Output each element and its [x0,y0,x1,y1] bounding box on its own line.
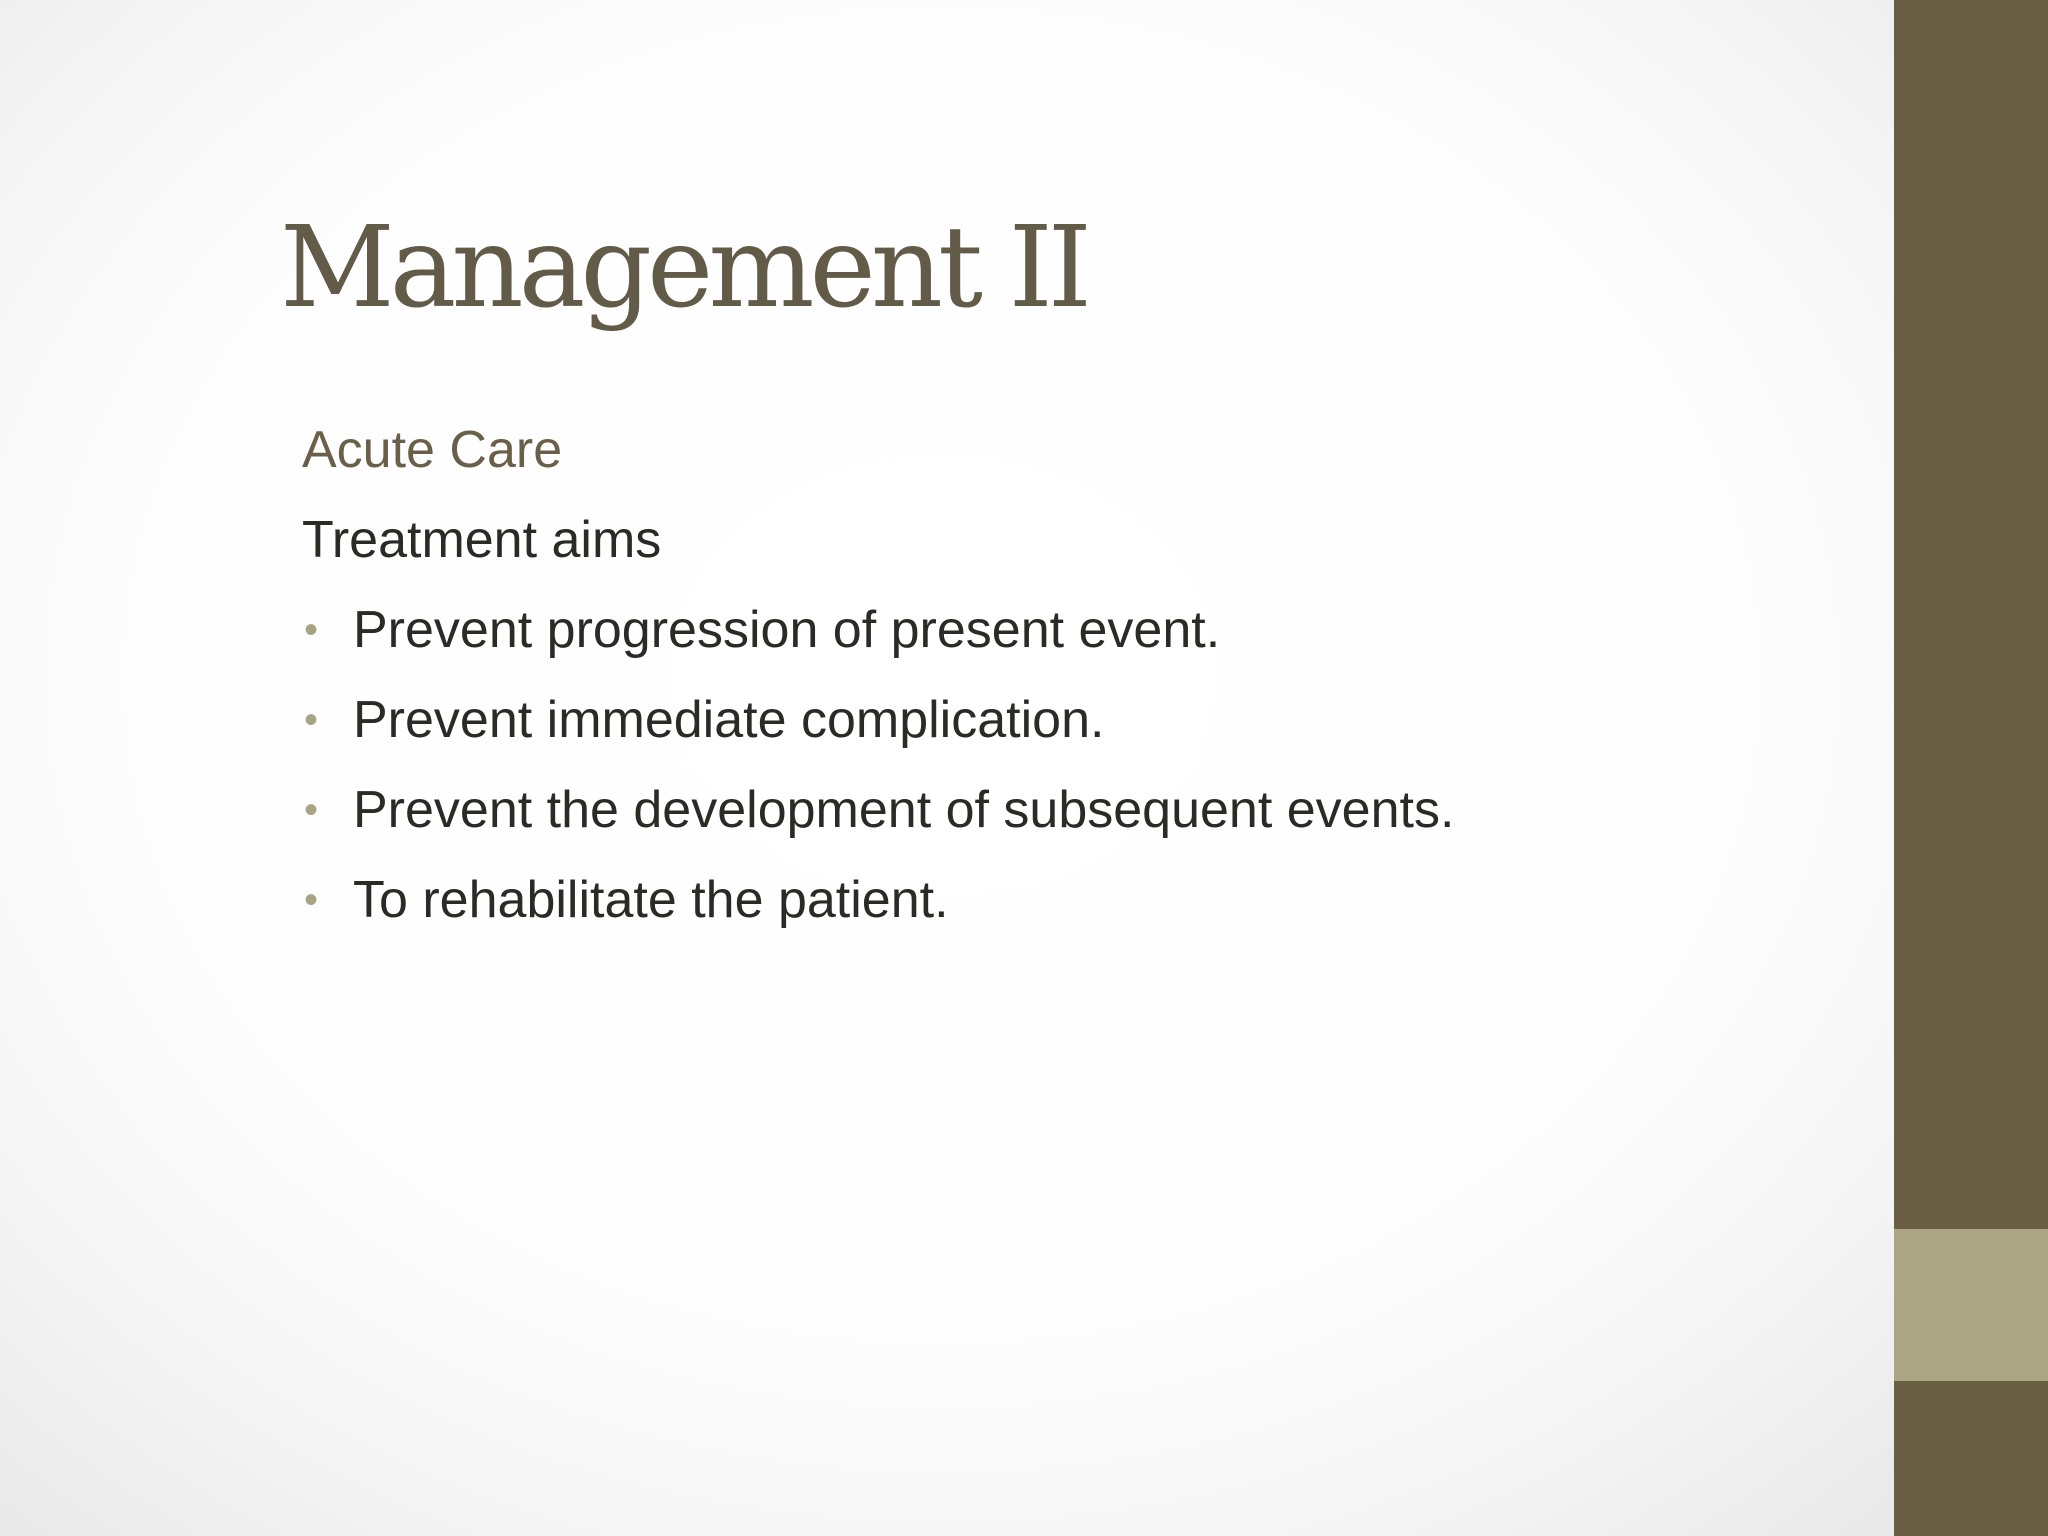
sidebar-accent-band [1894,1229,2048,1381]
bullet-item [302,675,1842,765]
slide-title: Management II [280,203,1088,333]
bullet-text: Prevent progression of present event. [353,601,1221,659]
bullet-item [302,855,1842,945]
bullet-text: Prevent immediate complication. [353,691,1105,749]
bullet-item [302,765,1842,855]
bullet-dot-icon: • [304,788,319,832]
treatment-aims-heading: Treatment aims [302,511,662,569]
bullet-item [302,585,1842,675]
bullet-dot-icon: • [304,608,319,652]
bullet-dot-icon: • [304,878,319,922]
slide-content [302,405,1842,945]
bullet-dot-icon: • [304,698,319,742]
sidebar-dark-band [1894,0,2048,1229]
bullet-text: Prevent the development of subsequent events. [353,781,1455,839]
slide-subtitle: Acute Care [302,421,563,479]
decorative-sidebar [1894,0,2048,1536]
bullet-list [302,585,1842,945]
bullet-text: To rehabilitate the patient. [353,871,949,929]
sidebar-bottom-band [1894,1381,2048,1536]
